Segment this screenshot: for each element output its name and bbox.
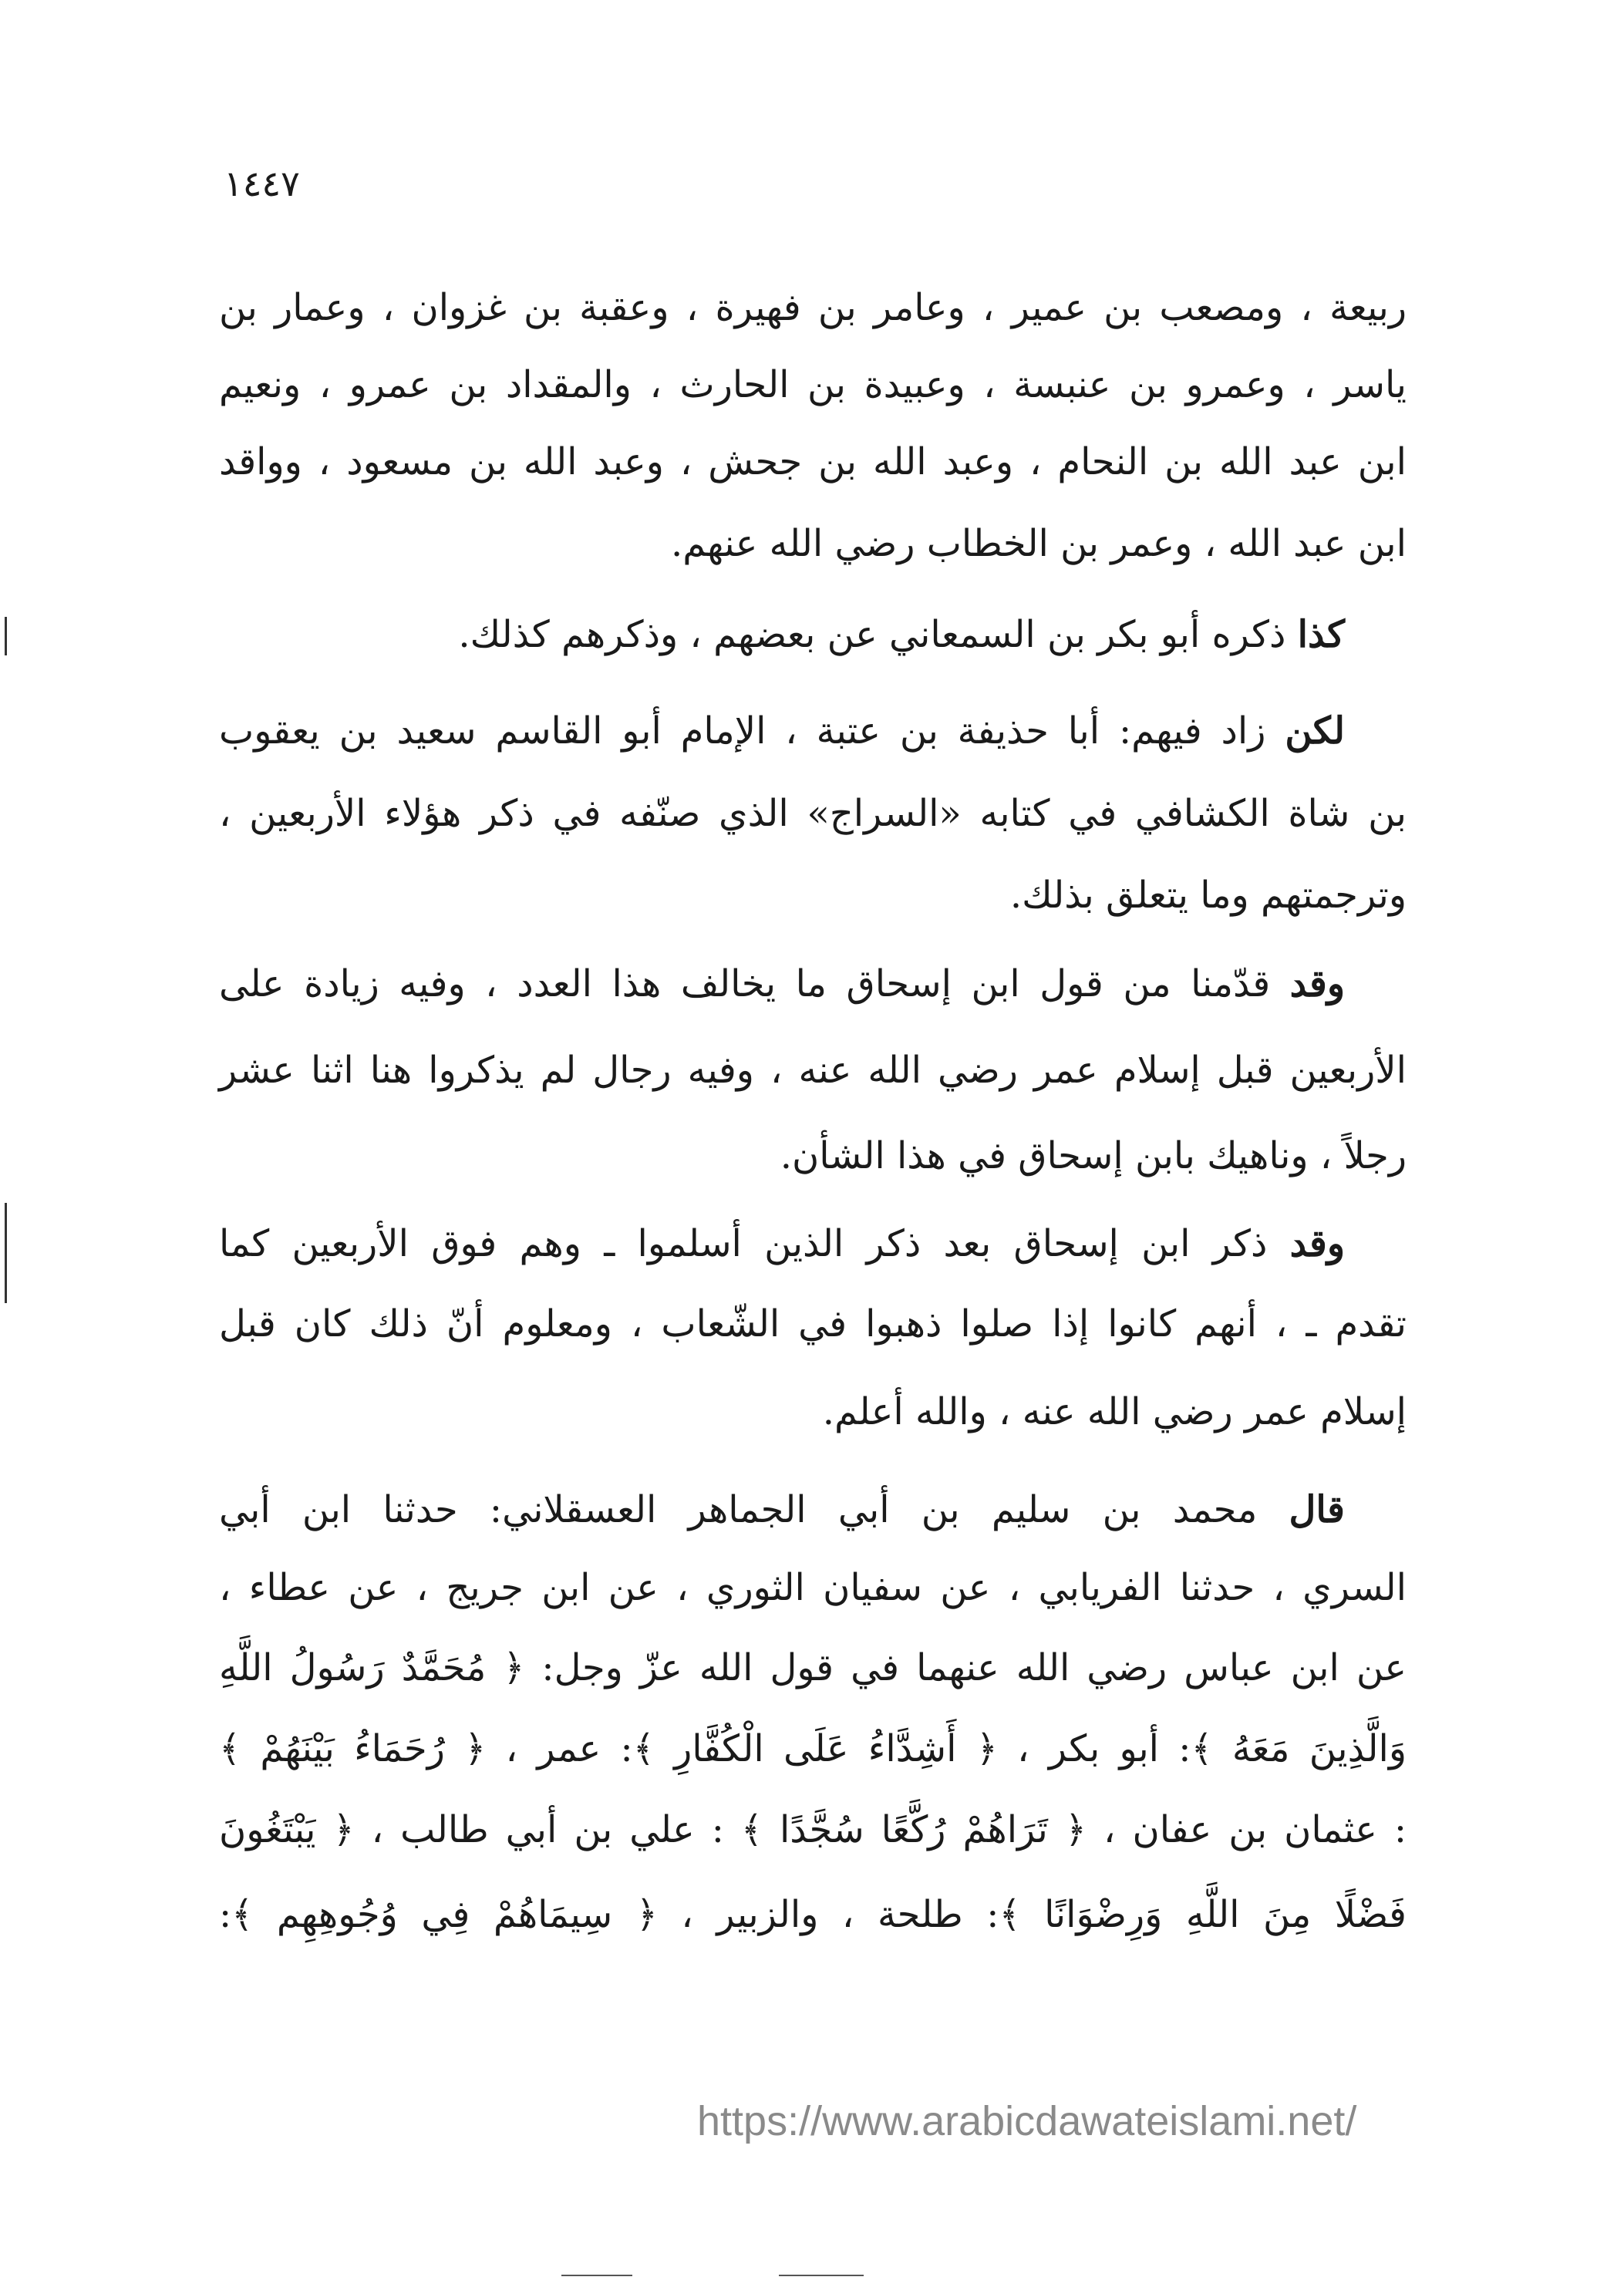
text-line: إسلام عمر رضي الله عنه ، والله أعلم.	[822, 1390, 1407, 1433]
text-line: وترجمتهم وما يتعلق بذلك.	[1009, 874, 1407, 917]
paragraph-lead-word: قال	[1289, 1488, 1345, 1531]
paragraph-lead-word: لكن	[1285, 709, 1345, 753]
paragraph-first-line: وقد ذكر ابن إسحاق بعد ذكر الذين أسلموا ـ وهم فوق الأربعين كما	[219, 1222, 1345, 1265]
website-watermark: https://www.arabicdawateislami.net/	[697, 2098, 1357, 2144]
bottom-rule	[561, 2275, 632, 2276]
text-line: بن شاة الكشافي في كتابه «السراج» الذي صنّفه في ذكر هؤلاء الأربعين ،	[219, 792, 1407, 835]
quran-verse-line: وَالَّذِينَ مَعَهُ ﴾: أبو بكر ، ﴿ أَشِدَّاءُ عَلَى الْكُفَّارِ ﴾: عمر ، ﴿ رُحَمَاءُ بَيْنَهُمْ ﴾	[219, 1727, 1407, 1770]
text-line: ياسر ، وعمرو بن عنبسة ، وعبيدة بن الحارث ، والمقداد بن عمرو ، ونعيم	[219, 363, 1407, 406]
paragraph-lead-word: وقد	[1289, 1222, 1345, 1265]
scan-margin-mark	[5, 1203, 7, 1303]
paragraph-first-line: قال محمد بن سليم بن أبي الجماهر العسقلاني: حدثنا ابن أبي	[219, 1488, 1345, 1531]
scan-margin-mark	[5, 617, 7, 655]
text-line: تقدم ـ ، أنهم كانوا إذا صلوا ذهبوا في الشّعاب ، ومعلوم أنّ ذلك كان قبل	[219, 1302, 1407, 1346]
paragraph-first-line: وقد قدّمنا من قول ابن إسحاق ما يخالف هذا العدد ، وفيه زيادة على	[219, 962, 1345, 1005]
text-line: ابن عبد الله ، وعمر بن الخطاب رضي الله عنهم.	[670, 522, 1407, 565]
paragraph-lead-word: كذا	[1297, 613, 1345, 656]
quran-verse-line: فَضْلًا مِنَ اللَّهِ وَرِضْوَانًا ﴾: طلحة ، والزبير ، ﴿ سِيمَاهُمْ فِي وُجُوهِهِم ﴾:	[219, 1893, 1407, 1936]
paragraph-lead-word: وقد	[1289, 962, 1345, 1005]
quran-verse-line: عن ابن عباس رضي الله عنهما في قول الله عزّ وجل: ﴿ مُحَمَّدٌ رَسُولُ اللَّهِ	[219, 1646, 1407, 1689]
text-line: رجلاً ، وناهيك بابن إسحاق في هذا الشأن.	[780, 1134, 1407, 1177]
bottom-rule	[779, 2275, 864, 2276]
text-line: السري ، حدثنا الفريابي ، عن سفيان الثوري ، عن ابن جريج ، عن عطاء ،	[219, 1566, 1407, 1609]
page-number: ١٤٤٧	[224, 163, 300, 204]
text-line: الأربعين قبل إسلام عمر رضي الله عنه ، وفيه رجال لم يذكروا هنا اثنا عشر	[219, 1049, 1407, 1092]
paragraph-first-line: لكن زاد فيهم: أبا حذيفة بن عتبة ، الإمام أبو القاسم سعيد بن يعقوب	[219, 709, 1345, 753]
paragraph-first-line: كذا ذكره أبو بكر بن السمعاني عن بعضهم ، وذكرهم كذلك.	[458, 613, 1345, 656]
text-line: ربيعة ، ومصعب بن عمير ، وعامر بن فهيرة ، وعقبة بن غزوان ، وعمار بن	[219, 286, 1407, 329]
quran-verse-line: : عثمان بن عفان ، ﴿ تَرَاهُمْ رُكَّعًا سُجَّدًا ﴾ : علي بن أبي طالب ، ﴿ يَبْتَغُونَ	[219, 1808, 1407, 1851]
text-line: ابن عبد الله بن النحام ، وعبد الله بن جحش ، وعبد الله بن مسعود ، وواقد	[219, 440, 1407, 483]
